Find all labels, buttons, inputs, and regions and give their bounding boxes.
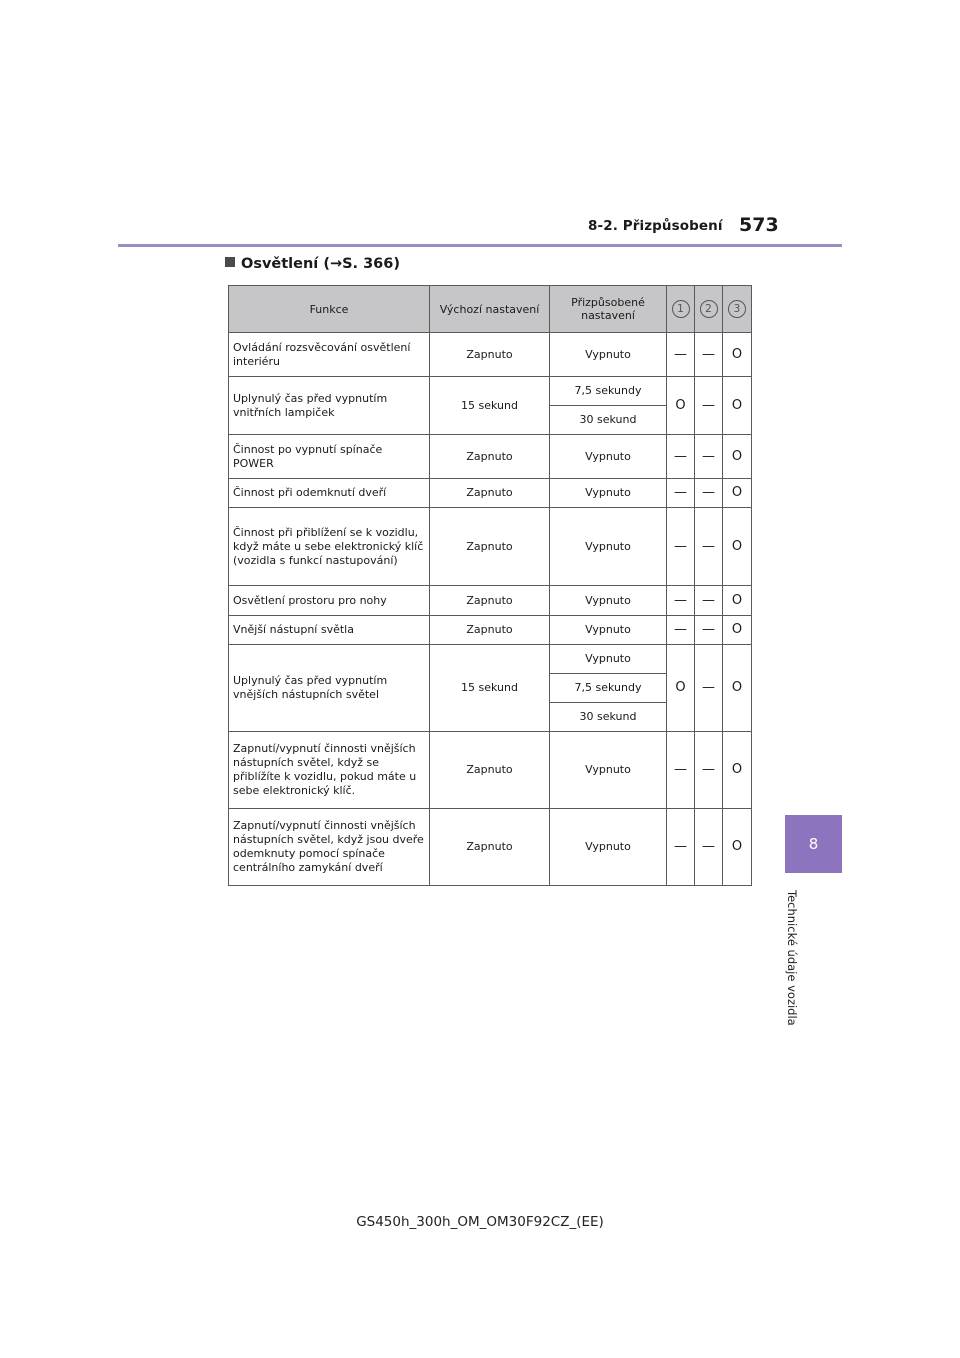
header-section-title: 8-2. Přizpůsobení bbox=[588, 218, 723, 234]
method-1-cell: O bbox=[667, 645, 695, 732]
table-row bbox=[229, 645, 752, 674]
default-cell: Zapnuto bbox=[430, 508, 550, 586]
method-3-cell: O bbox=[723, 586, 752, 616]
method-2-cell: — bbox=[695, 732, 723, 809]
circled-number-icon: 1 bbox=[672, 300, 690, 318]
default-cell: Zapnuto bbox=[430, 479, 550, 508]
default-cell: Zapnuto bbox=[430, 586, 550, 616]
method-3-cell: O bbox=[723, 377, 752, 435]
section-heading bbox=[225, 256, 400, 272]
header-method-2 bbox=[695, 286, 723, 333]
method-2-cell: — bbox=[695, 586, 723, 616]
function-cell: Osvětlení prostoru pro nohy bbox=[229, 586, 430, 616]
default-cell: Zapnuto bbox=[430, 435, 550, 479]
custom-cell: Vypnuto bbox=[550, 645, 667, 674]
default-cell: Zapnuto bbox=[430, 616, 550, 645]
table-row bbox=[229, 732, 752, 809]
function-cell: Uplynulý čas před vypnutím vnějších nástupních světel bbox=[229, 645, 430, 732]
method-3-cell: O bbox=[723, 809, 752, 886]
function-cell: Zapnutí/vypnutí činnosti vnějších nástupních světel, když jsou dveře odemknuty pomocí spínače centrálního zamykání dveří bbox=[229, 809, 430, 886]
custom-cell: Vypnuto bbox=[550, 333, 667, 377]
table-row bbox=[229, 479, 752, 508]
table-row bbox=[229, 333, 752, 377]
header-function: Funkce bbox=[229, 286, 430, 333]
custom-cell: Vypnuto bbox=[550, 616, 667, 645]
function-cell: Činnost při přiblížení se k vozidlu, když máte u sebe elektronický klíč (vozidla s funkcí nastupování) bbox=[229, 508, 430, 586]
header-custom: Přizpůsobené nastavení bbox=[550, 286, 667, 333]
custom-cell: Vypnuto bbox=[550, 732, 667, 809]
footer-document-code: GS450h_300h_OM_OM30F92CZ_(EE) bbox=[356, 1214, 604, 1230]
custom-cell: Vypnuto bbox=[550, 508, 667, 586]
method-2-cell: — bbox=[695, 333, 723, 377]
method-1-cell: — bbox=[667, 333, 695, 377]
method-2-cell: — bbox=[695, 508, 723, 586]
method-3-cell: O bbox=[723, 732, 752, 809]
custom-cell: Vypnuto bbox=[550, 586, 667, 616]
method-1-cell: — bbox=[667, 586, 695, 616]
custom-cell: 7,5 sekundy bbox=[550, 674, 667, 703]
function-cell: Vnější nástupní světla bbox=[229, 616, 430, 645]
custom-cell: Vypnuto bbox=[550, 809, 667, 886]
function-cell: Uplynulý čas před vypnutím vnitřních lampiček bbox=[229, 377, 430, 435]
method-2-cell: — bbox=[695, 809, 723, 886]
method-1-cell: O bbox=[667, 377, 695, 435]
default-cell: Zapnuto bbox=[430, 809, 550, 886]
method-1-cell: — bbox=[667, 508, 695, 586]
circled-number-icon: 2 bbox=[700, 300, 718, 318]
method-3-cell: O bbox=[723, 508, 752, 586]
custom-cell: Vypnuto bbox=[550, 479, 667, 508]
table-row bbox=[229, 809, 752, 886]
section-heading-text: Osvětlení (→S. 366) bbox=[241, 256, 400, 272]
function-cell: Zapnutí/vypnutí činnosti vnějších nástupních světel, když se přiblížíte k vozidlu, pokud máte u sebe elektronický klíč. bbox=[229, 732, 430, 809]
method-3-cell: O bbox=[723, 435, 752, 479]
function-cell: Ovládání rozsvěcování osvětlení interiéru bbox=[229, 333, 430, 377]
customization-table bbox=[228, 285, 752, 886]
method-2-cell: — bbox=[695, 377, 723, 435]
method-1-cell: — bbox=[667, 732, 695, 809]
method-1-cell: — bbox=[667, 479, 695, 508]
method-2-cell: — bbox=[695, 645, 723, 732]
header-divider bbox=[118, 244, 842, 247]
method-1-cell: — bbox=[667, 809, 695, 886]
method-1-cell: — bbox=[667, 435, 695, 479]
custom-cell: 7,5 sekundy bbox=[550, 377, 667, 406]
method-2-cell: — bbox=[695, 435, 723, 479]
method-2-cell: — bbox=[695, 616, 723, 645]
header-method-1 bbox=[667, 286, 695, 333]
method-3-cell: O bbox=[723, 645, 752, 732]
custom-cell: Vypnuto bbox=[550, 435, 667, 479]
table-row bbox=[229, 616, 752, 645]
default-cell: Zapnuto bbox=[430, 732, 550, 809]
circled-number-icon: 3 bbox=[728, 300, 746, 318]
method-2-cell: — bbox=[695, 479, 723, 508]
header-method-3 bbox=[723, 286, 752, 333]
chapter-label bbox=[783, 890, 799, 1100]
function-cell: Činnost po vypnutí spínače POWER bbox=[229, 435, 430, 479]
table-row bbox=[229, 377, 752, 406]
default-cell: 15 sekund bbox=[430, 645, 550, 732]
method-1-cell: — bbox=[667, 616, 695, 645]
table-row bbox=[229, 586, 752, 616]
table-row bbox=[229, 435, 752, 479]
function-cell: Činnost při odemknutí dveří bbox=[229, 479, 430, 508]
default-cell: Zapnuto bbox=[430, 333, 550, 377]
chapter-number: 8 bbox=[808, 835, 819, 853]
method-3-cell: O bbox=[723, 616, 752, 645]
page-number: 573 bbox=[739, 214, 779, 236]
chapter-tab bbox=[785, 815, 842, 873]
method-3-cell: O bbox=[723, 333, 752, 377]
chapter-label-text: Technické údaje vozidla bbox=[785, 890, 799, 1026]
header-default: Výchozí nastavení bbox=[430, 286, 550, 333]
custom-cell: 30 sekund bbox=[550, 703, 667, 732]
table-row bbox=[229, 508, 752, 586]
custom-cell: 30 sekund bbox=[550, 406, 667, 435]
default-cell: 15 sekund bbox=[430, 377, 550, 435]
square-bullet-icon bbox=[225, 257, 235, 267]
method-3-cell: O bbox=[723, 479, 752, 508]
